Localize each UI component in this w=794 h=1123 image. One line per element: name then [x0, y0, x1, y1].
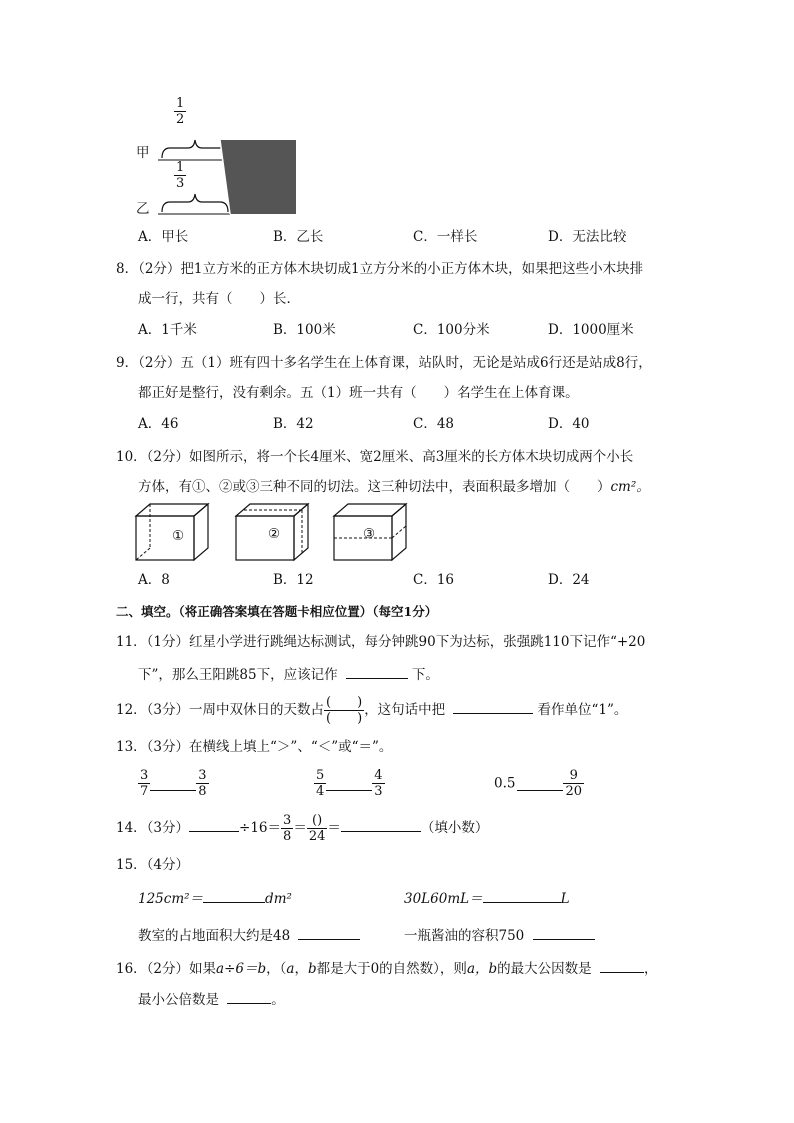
q14-blank-decimal[interactable]: [341, 817, 421, 832]
q10-option-a[interactable]: A．8: [138, 572, 170, 588]
q16-line2: 最小公倍数是 。: [138, 989, 285, 1009]
q8-option-c[interactable]: C．100分米: [413, 322, 490, 338]
q11-text-line1: 11．（1分）红星小学进行跳绳达标测试，每分钟跳90下为达标，张强跳110下记作“+20: [116, 634, 646, 650]
q8-option-b[interactable]: B．100米: [273, 322, 336, 338]
q8-text-line1: 8．（2分）把1立方米的正方体木块切成1立方分米的小正方体木块，如果把这些小木块排: [116, 261, 644, 277]
q12-fraction-blank[interactable]: $\frac{( )}{( )}$: [326, 695, 363, 726]
fraction-third: $\frac{1}{3}$: [176, 160, 185, 191]
box-3-label: ③: [363, 526, 376, 542]
q16-line1: 16．（2分）如果a÷6＝b，（a，b都是大于0的自然数），则a，b的最大公因数是 ，: [116, 958, 657, 978]
q9-text-line2: 都正好是整行，没有剩余。五（1）班一共有（ ）名学生在上体育课。: [138, 385, 579, 401]
fraction-half: $\frac{1}{2}$: [176, 96, 185, 127]
q7-option-a[interactable]: A．甲长: [138, 229, 189, 245]
q9-option-a[interactable]: A．46: [138, 416, 179, 432]
q13-compare-3: 0.5 $\frac{9}{20}$: [494, 768, 583, 799]
q15-label: 15．（4分）: [116, 857, 190, 873]
q12-answer-blank[interactable]: [453, 699, 533, 714]
q14-blank-dividend[interactable]: [189, 817, 239, 832]
q7-option-b[interactable]: B．乙长: [273, 229, 324, 245]
label-jia: 甲: [136, 145, 150, 161]
q13-compare-2: $\frac{5}{4}$ $\frac{4}{3}$: [316, 768, 383, 799]
q13-blank-2[interactable]: [326, 776, 372, 791]
box-1-label: ①: [172, 528, 185, 544]
q13-compare-1: $\frac{3}{7}$ $\frac{3}{8}$: [140, 768, 207, 799]
q7-option-c[interactable]: C．一样长: [413, 229, 478, 245]
q10-text-line2: 方体，有①、②或③三种不同的切法。这三种切法中，表面积最多增加（ ）cm²。: [138, 479, 650, 495]
q15-c: 教室的占地面积大约是48: [138, 925, 360, 945]
q15-blank-a[interactable]: [203, 888, 265, 903]
q8-option-d[interactable]: D．1000厘米: [548, 322, 634, 338]
q9-text-line1: 9．（2分）五（1）班有四十多名学生在上体育课，站队时，无论是站成6行还是站成8行，: [116, 355, 652, 371]
q8-option-a[interactable]: A．1千米: [138, 322, 197, 338]
q14-line: 14．（3分） ÷16＝ $\frac{3}{8}$ ＝ $\frac{()}{24}$ ＝ （填小数）: [116, 813, 489, 844]
q13-text: 13．（3分）在横线上填上“＞”、“＜”或“＝”。: [116, 739, 393, 755]
q15-blank-b[interactable]: [483, 888, 561, 903]
q10-text-line1: 10．（2分）如图所示，将一个长4厘米、宽2厘米、高3厘米的长方体木块切成两个小长: [116, 449, 634, 465]
q13-blank-3[interactable]: [517, 776, 563, 791]
q8-text-line2: 成一行，共有（ ）长．: [138, 291, 300, 307]
q7-figure: [130, 96, 310, 218]
q7-option-d[interactable]: D．无法比较: [548, 229, 627, 245]
q14-fraction-blank[interactable]: $\frac{()}{24}$: [308, 813, 326, 844]
q15-b: 30L60mL＝ L: [404, 888, 570, 908]
q15-a: 125cm²＝ dm²: [138, 888, 292, 908]
q13-blank-1[interactable]: [150, 776, 196, 791]
q9-option-d[interactable]: D．40: [548, 416, 590, 432]
q9-option-c[interactable]: C．48: [413, 416, 455, 432]
q11-text-line2: 下”，那么王阳跳85下，应该记作 下。: [138, 664, 439, 684]
box-2-label: ②: [268, 526, 281, 542]
q11-answer-blank[interactable]: [346, 664, 408, 679]
q12-line: 12．（3分）一周中双休日的天数占 $\frac{( )}{( )}$ ，这句话中把 看作单位“1”。: [116, 695, 628, 726]
q10-option-b[interactable]: B．12: [273, 572, 314, 588]
section-2-title: 二、填空。（将正确答案填在答题卡相应位置）（每空1分）: [116, 604, 438, 619]
q9-option-b[interactable]: B．42: [273, 416, 314, 432]
q16-blank-gcd[interactable]: [600, 958, 644, 973]
q15-blank-c[interactable]: [298, 925, 360, 940]
lines-and-shaded-block: [130, 96, 310, 218]
q10-option-d[interactable]: D．24: [548, 572, 590, 588]
q15-blank-d[interactable]: [533, 925, 595, 940]
q15-d: 一瓶酱油的容积750: [404, 925, 595, 945]
q10-option-c[interactable]: C．16: [413, 572, 455, 588]
label-yi: 乙: [136, 201, 150, 217]
q16-blank-lcm[interactable]: [227, 989, 271, 1004]
